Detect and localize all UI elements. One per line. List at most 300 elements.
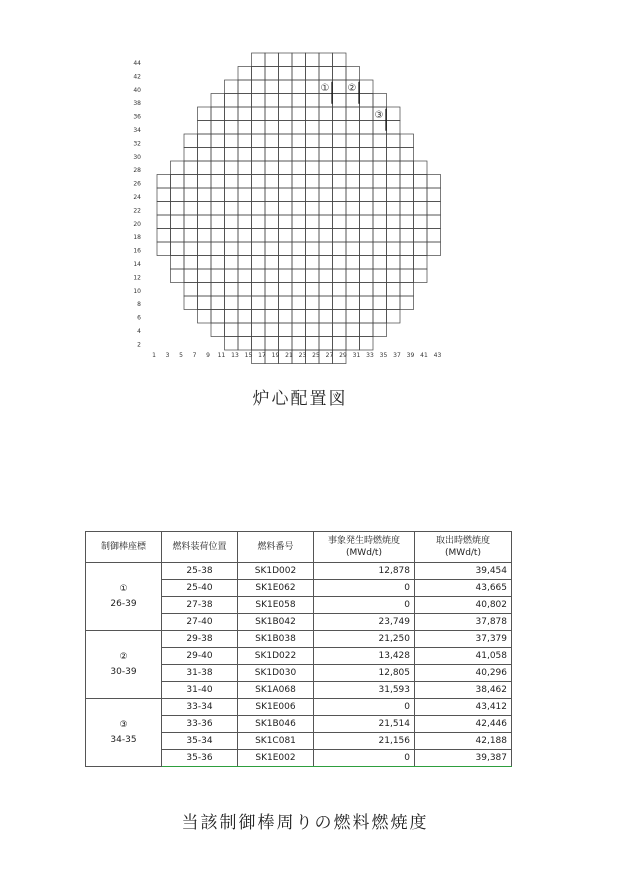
core-cell [225, 188, 239, 202]
core-cell [225, 148, 239, 162]
core-cell [265, 188, 279, 202]
burnup-removal: 42,188 [415, 733, 512, 750]
core-cell [238, 256, 252, 270]
core-cell [414, 188, 428, 202]
x-axis-label: 11 [217, 352, 226, 359]
load-position: 29-40 [162, 648, 238, 665]
core-cell [252, 53, 266, 67]
core-cell [427, 202, 441, 216]
core-cell [333, 161, 347, 175]
core-cell [333, 337, 347, 351]
x-axis-label: 19 [271, 352, 280, 359]
burnup-event: 23,749 [314, 614, 415, 631]
core-cell [184, 242, 198, 256]
core-cell [400, 229, 414, 243]
core-cell [360, 148, 374, 162]
core-cell [306, 134, 320, 148]
y-axis-label: 38 [133, 100, 141, 108]
core-cell [400, 148, 414, 162]
x-axis-label: 41 [420, 352, 428, 359]
burnup-removal: 40,296 [415, 665, 512, 682]
core-cell [306, 161, 320, 175]
core-cell [427, 215, 441, 229]
y-axis-label: 40 [133, 86, 141, 94]
core-cell [346, 188, 360, 202]
core-cell [360, 283, 374, 297]
core-cell [184, 229, 198, 243]
core-grid [157, 53, 441, 364]
core-cell [211, 134, 225, 148]
x-axis-label: 25 [312, 352, 320, 359]
core-cell [360, 175, 374, 189]
core-cell [265, 53, 279, 67]
table-header-row [86, 532, 512, 563]
core-cell [238, 161, 252, 175]
core-cell [184, 269, 198, 283]
core-cell [279, 107, 293, 121]
fuel-id: SK1D030 [238, 665, 314, 682]
control-rod-marker: ③ [374, 109, 384, 121]
core-cell [238, 337, 252, 351]
core-cell [387, 134, 401, 148]
x-axis-label: 13 [231, 352, 239, 359]
core-cell [360, 229, 374, 243]
core-cell [319, 215, 333, 229]
burnup-table-caption: 当該制御棒周りの燃料燃焼度 [181, 813, 429, 833]
core-cell [292, 148, 306, 162]
burnup-event: 12,805 [314, 665, 415, 682]
y-axis-label: 18 [133, 234, 141, 242]
core-cell [373, 269, 387, 283]
core-cell [184, 202, 198, 216]
core-cell [319, 323, 333, 337]
core-cell [306, 202, 320, 216]
core-cell [211, 283, 225, 297]
core-cell [157, 188, 171, 202]
header-burnup-removal-label: 取出時燃焼度 [435, 536, 490, 546]
burnup-removal: 39,387 [415, 750, 512, 767]
core-cell [387, 269, 401, 283]
core-cell [171, 256, 185, 270]
burnup-removal: 39,454 [415, 563, 512, 580]
core-cell [279, 148, 293, 162]
fuel-id: SK1B046 [238, 716, 314, 733]
core-cell [414, 229, 428, 243]
core-cell [198, 107, 212, 121]
core-cell [252, 337, 266, 351]
core-cell [373, 134, 387, 148]
core-cell [319, 242, 333, 256]
core-cell [333, 188, 347, 202]
core-cell [306, 256, 320, 270]
core-cell [252, 148, 266, 162]
core-layout-caption: 炉心配置図 [252, 389, 348, 409]
core-cell [279, 80, 293, 94]
core-cell [171, 242, 185, 256]
burnup-event: 0 [314, 750, 415, 767]
x-axis-label: 27 [325, 352, 334, 359]
core-cell [292, 229, 306, 243]
core-cell [279, 53, 293, 67]
core-cell [306, 337, 320, 351]
core-cell [333, 67, 347, 81]
core-cell [333, 148, 347, 162]
core-cell [400, 215, 414, 229]
y-axis-label: 4 [137, 328, 141, 335]
core-cell [279, 229, 293, 243]
core-cell [265, 229, 279, 243]
fuel-id: SK1B038 [238, 631, 314, 648]
core-cell [225, 161, 239, 175]
core-cell [279, 134, 293, 148]
x-axis-label: 29 [339, 352, 347, 359]
burnup-event: 0 [314, 580, 415, 597]
header-fuel-id: 燃料番号 [238, 532, 314, 563]
core-cell [319, 121, 333, 135]
core-cell [211, 107, 225, 121]
rod-cell [86, 563, 162, 631]
core-cell [346, 323, 360, 337]
burnup-removal: 42,446 [415, 716, 512, 733]
core-cell [198, 148, 212, 162]
core-cell [211, 161, 225, 175]
core-cell [265, 134, 279, 148]
core-cell [373, 283, 387, 297]
core-cell [211, 94, 225, 108]
y-axis-label: 16 [133, 247, 141, 255]
core-cell [360, 337, 374, 351]
y-axis-label: 20 [133, 220, 141, 228]
core-cell [346, 161, 360, 175]
core-cell [252, 310, 266, 324]
core-cell [373, 121, 387, 135]
core-cell [184, 188, 198, 202]
core-cell [184, 134, 198, 148]
core-cell [184, 256, 198, 270]
core-cell [319, 94, 333, 108]
core-cell [387, 256, 401, 270]
core-cell [238, 175, 252, 189]
core-cell [238, 296, 252, 310]
burnup-removal: 43,665 [415, 580, 512, 597]
header-burnup-event [314, 532, 415, 563]
header-burnup-event-unit: (MWd/t) [346, 548, 382, 558]
core-cell [373, 296, 387, 310]
core-cell [211, 175, 225, 189]
core-cell [319, 283, 333, 297]
core-cell [346, 337, 360, 351]
core-cell [400, 256, 414, 270]
core-cell [279, 337, 293, 351]
core-cell [211, 269, 225, 283]
core-cell [387, 202, 401, 216]
core-cell [198, 283, 212, 297]
core-cell [198, 310, 212, 324]
fuel-id: SK1B042 [238, 614, 314, 631]
burnup-removal: 43,412 [415, 699, 512, 716]
core-cell [279, 161, 293, 175]
core-cell [225, 242, 239, 256]
core-cell [360, 310, 374, 324]
core-cell [427, 242, 441, 256]
core-cell [292, 256, 306, 270]
y-axis-label: 36 [133, 113, 141, 121]
core-cell [279, 215, 293, 229]
core-cell [211, 188, 225, 202]
core-cell [252, 67, 266, 81]
core-cell [360, 188, 374, 202]
core-cell [238, 148, 252, 162]
core-cell [198, 134, 212, 148]
y-axis-label: 6 [137, 314, 141, 322]
y-axis-label: 34 [133, 127, 141, 134]
rod-cell [86, 699, 162, 767]
core-cell [198, 229, 212, 243]
header-burnup-removal-unit: (MWd/t) [445, 548, 481, 558]
core-cell [414, 215, 428, 229]
core-cell [346, 283, 360, 297]
load-position: 25-38 [162, 563, 238, 580]
core-cell [265, 94, 279, 108]
x-axis-label: 17 [258, 352, 266, 359]
core-cell [238, 229, 252, 243]
y-axis-label: 14 [133, 261, 141, 268]
burnup-event: 21,156 [314, 733, 415, 750]
core-cell [279, 242, 293, 256]
core-cell [171, 175, 185, 189]
core-cell [238, 188, 252, 202]
burnup-event: 21,250 [314, 631, 415, 648]
core-cell [414, 256, 428, 270]
core-cell [319, 296, 333, 310]
core-cell [292, 94, 306, 108]
core-cell [225, 202, 239, 216]
core-cell [333, 269, 347, 283]
table-row [86, 563, 512, 580]
core-cell [414, 175, 428, 189]
core-cell [225, 94, 239, 108]
core-cell [252, 188, 266, 202]
rod-coordinate: 34-35 [110, 734, 137, 745]
core-cell [360, 134, 374, 148]
core-cell [292, 296, 306, 310]
core-cell [319, 107, 333, 121]
core-cell [319, 148, 333, 162]
core-cell [319, 134, 333, 148]
burnup-event: 13,428 [314, 648, 415, 665]
core-cell [279, 283, 293, 297]
burnup-removal: 37,379 [415, 631, 512, 648]
fuel-id: SK1D022 [238, 648, 314, 665]
core-cell [333, 283, 347, 297]
load-position: 33-36 [162, 716, 238, 733]
y-axis-label: 2 [137, 341, 141, 349]
core-cell [225, 283, 239, 297]
table-row [86, 699, 512, 716]
rod-marker: ③ [119, 719, 128, 730]
core-cell [319, 67, 333, 81]
core-cell [198, 161, 212, 175]
x-axis-label: 31 [352, 352, 361, 359]
core-cell [360, 161, 374, 175]
core-cell [333, 202, 347, 216]
core-cell [333, 107, 347, 121]
core-cell [225, 121, 239, 135]
load-position: 35-36 [162, 750, 238, 767]
core-cell [414, 161, 428, 175]
core-cell [400, 202, 414, 216]
core-cell [346, 256, 360, 270]
burnup-event: 12,878 [314, 563, 415, 580]
core-cell [306, 94, 320, 108]
load-position: 35-34 [162, 733, 238, 750]
x-axis-label: 1 [152, 352, 156, 359]
fuel-id: SK1E006 [238, 699, 314, 716]
core-cell [252, 175, 266, 189]
core-cell [198, 121, 212, 135]
core-cell [171, 269, 185, 283]
rod-coordinate: 26-39 [110, 598, 137, 609]
core-cell [238, 80, 252, 94]
load-position: 27-38 [162, 597, 238, 614]
core-cell [225, 134, 239, 148]
core-cell [373, 215, 387, 229]
core-cell [360, 242, 374, 256]
core-cell [306, 121, 320, 135]
core-cell [319, 161, 333, 175]
core-cell [360, 296, 374, 310]
core-cell [333, 53, 347, 67]
core-cell [265, 256, 279, 270]
core-cell [333, 94, 347, 108]
core-cell [225, 215, 239, 229]
core-cell [225, 337, 239, 351]
core-cell [387, 107, 401, 121]
core-cell [238, 107, 252, 121]
core-cell [238, 283, 252, 297]
core-cell [211, 148, 225, 162]
core-cell [360, 202, 374, 216]
core-cell [346, 134, 360, 148]
core-cell [360, 323, 374, 337]
core-cell [265, 323, 279, 337]
core-cell [319, 53, 333, 67]
core-cell [184, 296, 198, 310]
core-cell [373, 229, 387, 243]
header-rod-coordinate: 制御棒座標 [86, 532, 162, 563]
core-cell [279, 269, 293, 283]
core-cell [252, 242, 266, 256]
core-cell [198, 215, 212, 229]
core-cell [427, 188, 441, 202]
core-cell [225, 296, 239, 310]
core-cell [306, 310, 320, 324]
core-cell [319, 310, 333, 324]
core-cell [279, 202, 293, 216]
core-cell [238, 94, 252, 108]
core-cell [319, 229, 333, 243]
fuel-id: SK1C081 [238, 733, 314, 750]
core-cell [265, 161, 279, 175]
core-cell [184, 175, 198, 189]
core-cell [414, 202, 428, 216]
core-cell [292, 80, 306, 94]
core-cell [360, 80, 374, 94]
core-cell [292, 53, 306, 67]
core-cell [373, 323, 387, 337]
rod-coordinate: 30-39 [110, 666, 137, 677]
table-row [86, 631, 512, 648]
core-cell [387, 148, 401, 162]
core-cell [387, 242, 401, 256]
core-cell [387, 296, 401, 310]
x-axis-label: 9 [206, 352, 210, 359]
y-axis-label: 30 [133, 153, 141, 161]
core-cell [225, 310, 239, 324]
core-cell [198, 242, 212, 256]
core-cell [184, 148, 198, 162]
core-cell [373, 148, 387, 162]
x-axis-label: 7 [192, 352, 197, 359]
core-cell [333, 256, 347, 270]
core-cell [252, 215, 266, 229]
burnup-removal: 41,058 [415, 648, 512, 665]
core-cell [414, 242, 428, 256]
core-cell [346, 94, 360, 108]
core-cell [360, 107, 374, 121]
core-cell [292, 67, 306, 81]
core-cell [387, 175, 401, 189]
core-cell [265, 215, 279, 229]
core-cell [211, 323, 225, 337]
burnup-event: 0 [314, 699, 415, 716]
burnup-event: 31,593 [314, 682, 415, 699]
core-cell [360, 94, 374, 108]
core-cell [265, 121, 279, 135]
core-cell [265, 296, 279, 310]
core-cell [265, 107, 279, 121]
x-axis-label: 33 [366, 352, 374, 359]
core-cell [400, 161, 414, 175]
core-cell [333, 229, 347, 243]
x-axis-label: 5 [179, 352, 183, 359]
fuel-burnup-table [85, 531, 512, 767]
core-cell [252, 161, 266, 175]
core-cell [346, 67, 360, 81]
core-cell [252, 296, 266, 310]
y-axis-label: 44 [133, 60, 141, 67]
core-cell [427, 175, 441, 189]
core-cell [184, 283, 198, 297]
core-cell [279, 67, 293, 81]
rod-marker: ① [119, 583, 128, 594]
core-cell [157, 202, 171, 216]
core-cell [306, 242, 320, 256]
core-cell [292, 161, 306, 175]
core-cell [171, 229, 185, 243]
core-cell [157, 242, 171, 256]
core-cell [238, 323, 252, 337]
core-cell [373, 202, 387, 216]
core-cell [319, 256, 333, 270]
core-cell [400, 242, 414, 256]
core-cell [198, 269, 212, 283]
core-cell [400, 188, 414, 202]
core-cell [252, 94, 266, 108]
core-cell [265, 337, 279, 351]
core-cell [265, 269, 279, 283]
core-cell [292, 215, 306, 229]
